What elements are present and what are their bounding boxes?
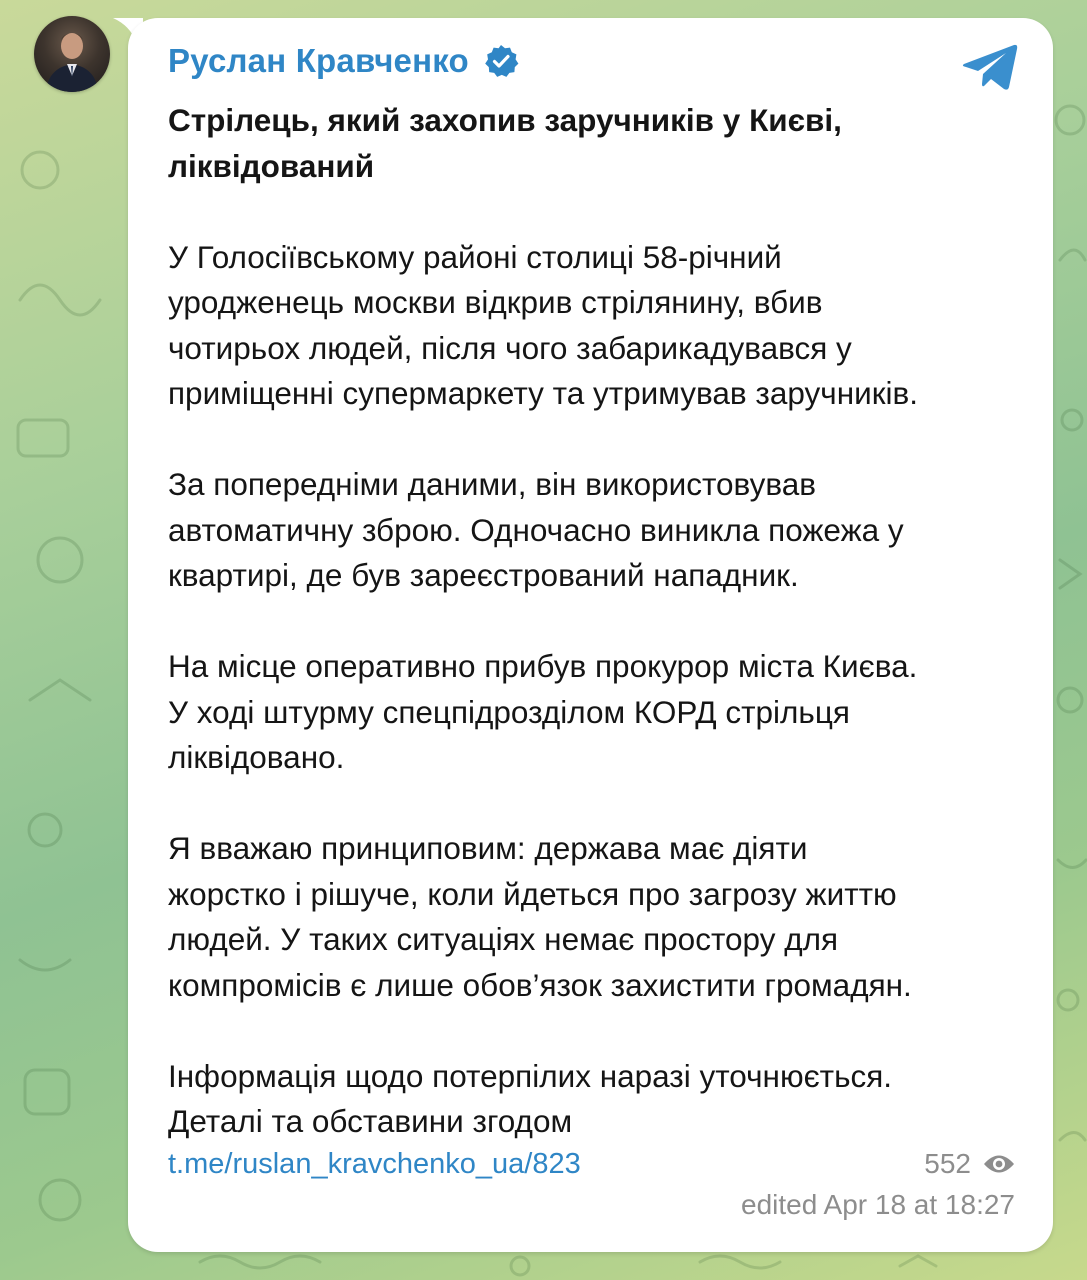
post-paragraph: На місце оперативно прибув прокурор міста Києва. У ході штурму спецпідрозділом КОРД стрільця ліквідовано. — [168, 648, 918, 775]
post-title: Стрілець, який захопив заручників у Києві, ліквідований — [168, 102, 842, 184]
views-counter — [924, 1148, 1015, 1180]
avatar-portrait-icon — [34, 16, 110, 92]
telegram-plane-icon[interactable] — [961, 42, 1019, 92]
eye-icon — [983, 1153, 1015, 1175]
post-paragraph: У Голосіївському районі столиці 58-річний уродженець москви відкрив стрілянину, вбив чотирьох людей, після чого забарикадувався у приміщенні супермаркету та утримував заручників. — [168, 238, 918, 411]
channel-avatar[interactable] — [34, 16, 110, 92]
verified-badge-icon — [483, 43, 519, 79]
post-body — [168, 98, 1028, 1145]
post-paragraph: Я вважаю принциповим: держава має діяти жорстко і рішуче, коли йдеться про загрозу життю людей. У таких ситуаціях немає простору для компромісів є лише обов’язок захистити громадян. — [168, 830, 912, 1003]
post-paragraph: Інформація щодо потерпілих наразі уточнюється. Деталі та обставини згодом — [168, 1057, 893, 1139]
message-author — [168, 42, 519, 80]
message-timestamp: edited Apr 18 at 18:27 — [741, 1189, 1015, 1220]
author-name[interactable]: Руслан Кравченко — [168, 42, 469, 79]
post-paragraph: За попередніми даними, він використовував автоматичну зброю. Одночасно виникла пожежа у квартирі, де був зареєстрований нападник. — [168, 466, 904, 593]
views-count: 552 — [924, 1148, 971, 1179]
message-bubble — [128, 18, 1053, 1252]
post-permalink[interactable]: t.me/ruslan_kravchenko_ua/823 — [168, 1148, 581, 1180]
